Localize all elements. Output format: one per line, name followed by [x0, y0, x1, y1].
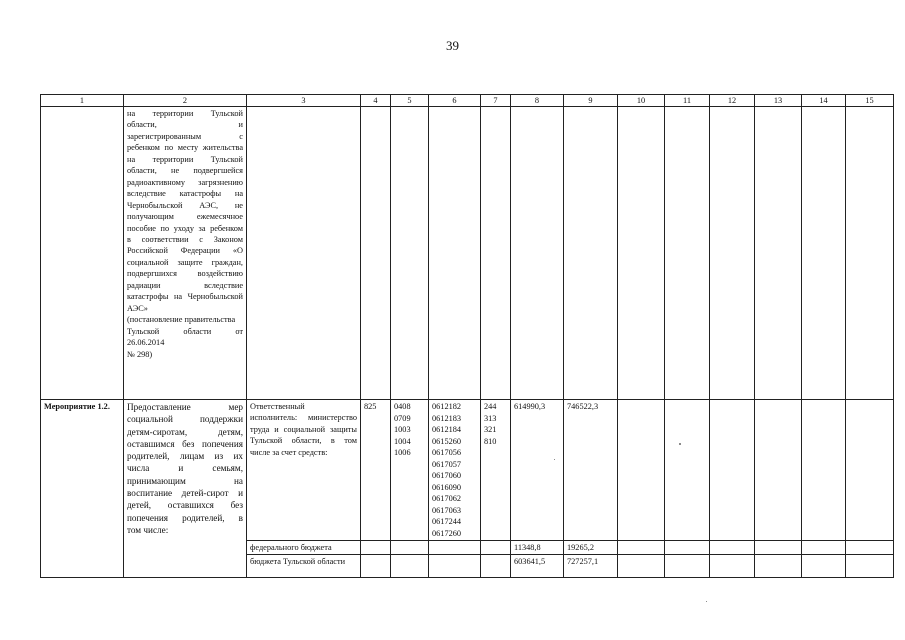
amount-cell	[564, 555, 618, 578]
scan-speck	[706, 601, 707, 602]
table-cell	[618, 400, 665, 541]
amount-value: 614990,3	[514, 402, 546, 411]
scan-speck	[554, 459, 555, 460]
table-cell	[247, 107, 361, 400]
table-cell	[755, 541, 802, 555]
text-line: в соответствии с Законом	[127, 234, 243, 244]
table-cell	[391, 555, 429, 578]
text-line: Предоставление мер	[127, 402, 243, 412]
table-cell	[665, 555, 710, 578]
amount-value: 11348,8	[514, 543, 541, 552]
table-row	[41, 400, 894, 541]
header-row	[41, 95, 894, 107]
table-cell	[391, 541, 429, 555]
measure-description-cell	[124, 400, 247, 578]
text-line: Российской Федерации «О	[127, 246, 243, 256]
text-line: зарегистрированным с	[127, 131, 243, 141]
text-line: труда и социальной защиты	[250, 424, 357, 434]
section-code: 1003	[394, 425, 411, 434]
table-cell	[361, 107, 391, 400]
target-code: 0616090	[432, 482, 462, 492]
funding-source-cell	[247, 541, 361, 555]
target-codes-cell	[429, 400, 481, 541]
text-line: детям-сиротам, детям,	[127, 426, 243, 437]
text-line: социальной поддержки	[127, 414, 243, 425]
target-code: 0615260	[432, 436, 462, 446]
table-row	[41, 107, 894, 400]
table-cell	[802, 541, 846, 555]
table-cell	[802, 107, 846, 400]
continued-description-cell	[124, 107, 247, 400]
text-line: пособие по уходу за ребенком	[127, 223, 243, 233]
expense-type-code: 810	[484, 436, 497, 446]
text-line: оставшимся без попечения	[127, 438, 243, 449]
measure-label: Мероприятие 1.2.	[44, 402, 110, 411]
table-cell	[618, 107, 665, 400]
header-cell: 6	[429, 95, 481, 107]
table-cell	[665, 107, 710, 400]
target-code: 0617062	[432, 494, 462, 503]
text-line: на территории Тульской	[127, 154, 243, 164]
target-code: 0617063	[432, 505, 462, 515]
table-cell	[361, 555, 391, 578]
table-cell	[361, 541, 391, 555]
expense-type-code: 321	[484, 425, 497, 434]
amount-cell	[564, 400, 618, 541]
text-line: катастрофы на Чернобыльской	[127, 292, 243, 302]
funding-source-cell	[247, 555, 361, 578]
scan-speck	[679, 443, 681, 445]
table-cell	[41, 107, 124, 400]
table-cell	[846, 541, 894, 555]
table-cell	[618, 541, 665, 555]
header-cell: 10	[618, 95, 665, 107]
text-line: Тульской области, в том	[250, 436, 357, 446]
budget-table	[40, 94, 894, 578]
table-cell	[802, 400, 846, 541]
table-cell	[391, 107, 429, 400]
text-line: детей, оставшихся без	[127, 500, 243, 511]
target-code: 0617060	[432, 471, 462, 480]
table-cell	[846, 400, 894, 541]
text-line: АЭС»	[127, 303, 148, 313]
target-code: 0612184	[432, 425, 462, 434]
expense-type-cell	[481, 400, 511, 541]
amount-value: 19265,2	[567, 543, 594, 552]
text-line: родителей, лицам из их	[127, 451, 243, 462]
table-cell	[429, 555, 481, 578]
header-cell: 12	[710, 95, 755, 107]
target-code: 0612182	[432, 402, 462, 411]
section-codes-cell	[391, 400, 429, 541]
section-code: 1006	[394, 448, 411, 457]
amount-cell	[511, 541, 564, 555]
text-line: области, не подвергшейся	[127, 166, 243, 176]
header-cell: 9	[564, 95, 618, 107]
table-cell	[710, 541, 755, 555]
table-cell	[710, 107, 755, 400]
text-line: области, и	[127, 120, 243, 130]
text-line: принимающим на	[127, 475, 243, 486]
header-cell: 2	[124, 95, 247, 107]
header-cell: 4	[361, 95, 391, 107]
table-cell	[846, 107, 894, 400]
text-line: Чернобыльской АЭС, не	[127, 200, 243, 210]
text-line: радиации вследствие	[127, 280, 243, 290]
section-code: 1004	[394, 436, 411, 446]
text-line: Ответственный	[250, 402, 305, 411]
target-code: 0617244	[432, 517, 462, 526]
text-line: попечения родителей, в	[127, 512, 243, 523]
table-cell	[665, 400, 710, 541]
target-code: 0617260	[432, 528, 462, 538]
amount-value: 746522,3	[567, 402, 599, 411]
table-cell	[481, 107, 511, 400]
table-cell	[564, 107, 618, 400]
expense-type-code: 244	[484, 402, 497, 411]
table-cell	[710, 400, 755, 541]
header-cell: 8	[511, 95, 564, 107]
text-line: ребенком по месту жительства	[127, 143, 243, 153]
table-cell	[755, 555, 802, 578]
header-cell: 14	[802, 95, 846, 107]
text-line: том числе:	[127, 524, 169, 535]
text-line: вследствие катастрофы на	[127, 189, 243, 199]
target-code: 0617056	[432, 448, 462, 457]
text-line: Тульской области от	[127, 326, 243, 336]
table-cell	[481, 541, 511, 555]
amount-value: 727257,1	[567, 557, 599, 566]
measure-label-cell	[41, 400, 124, 578]
text-line: 26.06.2014	[127, 338, 165, 348]
section-code: 0408	[394, 402, 411, 411]
table-cell	[710, 555, 755, 578]
table-cell	[511, 107, 564, 400]
table-cell	[755, 107, 802, 400]
amount-cell	[564, 541, 618, 555]
table-cell	[481, 555, 511, 578]
text-line: числа и семьям,	[127, 463, 243, 474]
text-line: числе за счет средств:	[250, 447, 328, 457]
target-code: 0617057	[432, 459, 462, 469]
text-line: (постановление правительства	[127, 315, 236, 325]
header-cell: 5	[391, 95, 429, 107]
text-line: подвергшихся воздействию	[127, 269, 243, 279]
section-code: 0709	[394, 413, 411, 423]
table-cell	[429, 107, 481, 400]
header-cell: 15	[846, 95, 894, 107]
text-line: исполнитель: министерство	[250, 413, 357, 423]
text-line: социальной защите граждан,	[127, 257, 243, 267]
funding-source-label: бюджета Тульской области	[250, 557, 346, 566]
ministry-code-cell	[361, 400, 391, 541]
ministry-code: 825	[364, 402, 377, 411]
text-line: на территории Тульской	[127, 109, 243, 118]
header-cell: 13	[755, 95, 802, 107]
text-line: воспитание детей-сирот и	[127, 488, 243, 499]
header-cell: 3	[247, 95, 361, 107]
table-cell	[665, 541, 710, 555]
executor-cell	[247, 400, 361, 541]
table-cell	[755, 400, 802, 541]
funding-source-label: федерального бюджета	[250, 543, 332, 552]
expense-type-code: 313	[484, 413, 497, 423]
header-cell: 1	[41, 95, 124, 107]
table-cell	[429, 541, 481, 555]
amount-cell	[511, 555, 564, 578]
header-cell: 11	[665, 95, 710, 107]
text-line: радиоактивному загрязнению	[127, 177, 243, 187]
amount-value: 603641,5	[514, 557, 546, 566]
text-line: № 298)	[127, 349, 153, 359]
amount-cell	[511, 400, 564, 541]
header-cell: 7	[481, 95, 511, 107]
text-line: получающим ежемесячное	[127, 212, 243, 222]
page-number: 39	[446, 38, 459, 53]
table-cell	[802, 555, 846, 578]
table-cell	[618, 555, 665, 578]
table-cell	[846, 555, 894, 578]
target-code: 0612183	[432, 413, 462, 423]
